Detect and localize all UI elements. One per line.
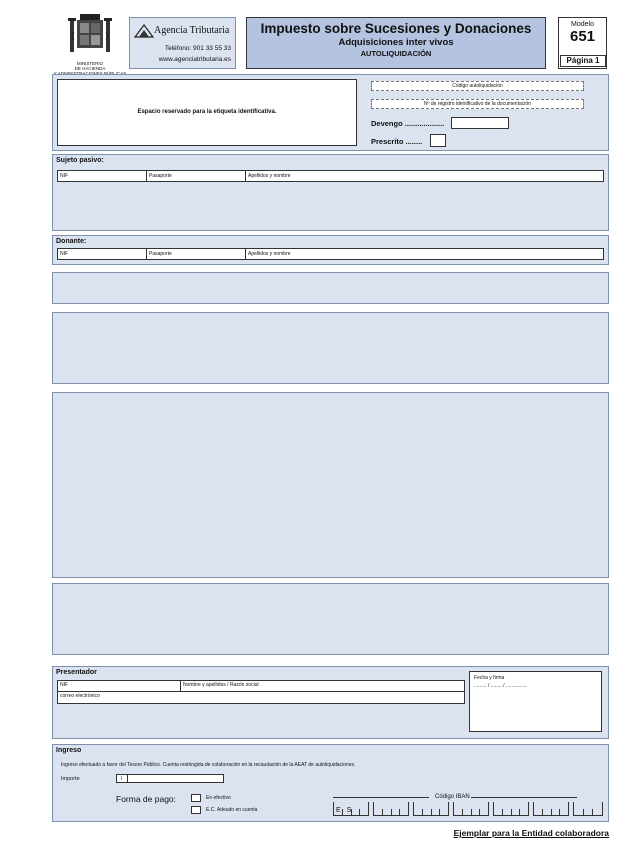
iban-line-left <box>333 797 429 798</box>
agency-logo-icon <box>134 24 154 38</box>
donante-nif-field[interactable] <box>58 249 147 259</box>
donante-apellidos-label: Apellidos y nombre <box>248 251 291 257</box>
devengo-label: Devengo ................... <box>371 119 445 128</box>
efectivo-checkbox[interactable] <box>191 794 201 802</box>
ministry-line1: MINISTERIO <box>76 61 104 66</box>
sujeto-pasaporte-label: Pasaporte <box>149 173 172 179</box>
coat-of-arms-icon <box>50 12 130 56</box>
identification-panel <box>52 74 609 151</box>
auto-code-label: Código autoliquidación <box>452 83 503 89</box>
title-sub: Adquisiciones inter vivos <box>338 37 454 48</box>
iban-group-5[interactable] <box>533 802 569 816</box>
presentador-fields <box>57 680 465 704</box>
blank-panel-2 <box>52 312 609 384</box>
donante-nif-label: NIF <box>60 251 69 257</box>
fecha-firma-box[interactable] <box>469 671 602 732</box>
title-type: AUTOLIQUIDACIÓN <box>360 49 432 58</box>
label-space-text: Espacio reservado para la etiqueta identificativa. <box>137 109 277 115</box>
label-space-box <box>57 79 357 146</box>
donante-panel <box>52 235 609 265</box>
iban-prefix: E S <box>336 807 354 814</box>
devengo-input[interactable] <box>451 117 509 129</box>
sujeto-fields-row <box>57 170 604 182</box>
registro-field[interactable] <box>371 99 584 109</box>
page-indicator: Página 1 <box>560 55 606 67</box>
prescrito-checkbox[interactable] <box>430 134 446 147</box>
ministry-line2: DE HACIENDA <box>74 66 106 71</box>
donante-fields-row <box>57 248 604 260</box>
ingreso-text: Ingreso efectuado a favor del Tesoro Público. Cuenta restringida de colaboración en la recaudación de la AEAT de autoliquidaciones. <box>61 762 356 768</box>
blank-panel-3 <box>52 392 609 578</box>
iban-group-3[interactable] <box>453 802 489 816</box>
agency-phone: Teléfono: 901 33 55 33 <box>164 45 231 52</box>
sujeto-apellidos-field[interactable] <box>246 171 603 181</box>
forma-pago-label: Forma de pago: <box>116 794 177 804</box>
model-number: 651 <box>569 28 596 45</box>
presentador-email-field[interactable] <box>58 692 464 704</box>
ingreso-panel <box>52 744 609 822</box>
auto-code-field[interactable] <box>371 81 584 91</box>
sujeto-nif-label: NIF <box>60 173 69 179</box>
registro-label: Nº de registro identificativo de la documentación <box>424 101 531 107</box>
iban-group-1[interactable] <box>373 802 409 816</box>
sujeto-pasivo-title: Sujeto pasivo: <box>56 157 104 164</box>
iban-group-6[interactable] <box>573 802 603 816</box>
adeudo-label: E.C. Adeudo en cuenta <box>206 807 258 813</box>
presentador-title: Presentador <box>56 669 97 676</box>
sujeto-nif-field[interactable] <box>58 171 147 181</box>
sujeto-apellidos-label: Apellidos y nombre <box>248 173 291 179</box>
blank-panel-4 <box>52 583 609 655</box>
iban-group-2[interactable] <box>413 802 449 816</box>
model-label: Modelo <box>571 21 594 28</box>
blank-panel-1 <box>52 272 609 304</box>
donante-pasaporte-field[interactable] <box>147 249 246 259</box>
copy-label: Ejemplar para la Entidad colaboradora <box>453 828 609 838</box>
donante-title: Donante: <box>56 238 87 245</box>
presentador-panel <box>52 666 609 739</box>
title-box <box>246 17 546 69</box>
presentador-nif-label: NIF <box>60 682 69 688</box>
sujeto-pasaporte-field[interactable] <box>147 171 246 181</box>
importe-label: Importe <box>61 776 80 782</box>
donante-apellidos-field[interactable] <box>246 249 603 259</box>
agency-box <box>129 17 236 69</box>
agency-name: Agencia Tributaria <box>154 25 230 36</box>
iban-group-4[interactable] <box>493 802 529 816</box>
adeudo-checkbox[interactable] <box>191 806 201 814</box>
ingreso-title: Ingreso <box>56 747 82 754</box>
presentador-nif-field[interactable] <box>58 681 181 692</box>
sujeto-pasivo-panel <box>52 154 609 231</box>
presentador-nombre-field[interactable] <box>181 681 464 692</box>
fecha-firma-label: Fecha y firma <box>474 675 505 681</box>
importe-input[interactable] <box>116 774 224 783</box>
fecha-line: ......... / ........ / ............... <box>474 683 527 689</box>
iban-line-right <box>471 797 577 798</box>
donante-pasaporte-label: Pasaporte <box>149 251 172 257</box>
ministry-logo <box>50 12 130 72</box>
efectivo-label: En efectivo <box>206 795 231 801</box>
prescrito-label: Prescrito ........ <box>371 137 423 146</box>
presentador-email-label: correo electrónico <box>60 693 100 699</box>
presentador-nombre-label: Nombre y apellidos / Razón social <box>183 682 259 688</box>
agency-web: www.agenciatributaria.es <box>158 56 231 63</box>
iban-label: Código IBAN <box>435 794 470 800</box>
title-main: Impuesto sobre Sucesiones y Donaciones <box>260 21 532 36</box>
importe-prefix: I <box>121 776 123 782</box>
